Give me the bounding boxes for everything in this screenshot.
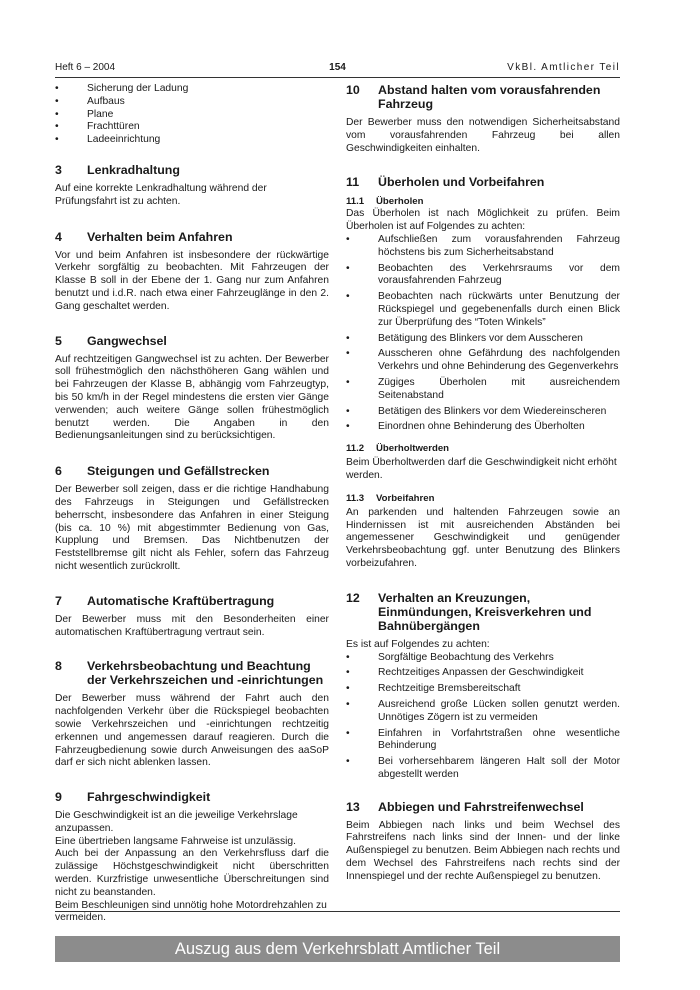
- section-heading: 9 Fahrgeschwindigkeit: [55, 790, 211, 805]
- section-body: Der Bewerber muss während der Fahrt auch den nachfolgenden Verkehr über die Rückspiegel beobachten sowie Verkehrszeichen und -einrichtungen rechtzeitig erkennen und angemessen darauf reagieren. Durch die Fahrzeugbedienung sowie durch Anweisungen des aaSoP darf er sich nicht ablenken lassen.: [55, 693, 329, 769]
- list-item: • Einfahren in Vorfahrtstraßen ohne wesentliche Behinderung: [346, 728, 620, 754]
- list-item: • Bei vorhersehbarem längeren Halt soll der Motor abgestellt werden: [346, 756, 620, 782]
- section-body: Der Bewerber muss mit den Besonderheiten einer automatischen Kraftübertragung vertraut sein.: [55, 613, 329, 638]
- list-item: • Sicherung der Ladung: [55, 83, 329, 96]
- section-heading: 3 Lenkradhaltung: [55, 162, 180, 177]
- list-item: • Sorgfältige Beobachtung des Verkehrs: [346, 652, 620, 665]
- section-body: Auch bei der Anpassung an den Verkehrsfluss darf die zulässige Höchstgeschwindigkeit nicht überschritten werden. Kurzfristige unwesentliche Überschreitungen sind nicht zu beanstanden.: [55, 848, 329, 898]
- section-heading: 6 Steigungen und Gefällstrecken: [55, 464, 270, 479]
- subsection-heading: 11.2 Überholtwerden: [346, 443, 450, 455]
- page-header: [55, 62, 620, 76]
- section-body: Die Geschwindigkeit ist an die jeweilige Verkehrslage anzupassen.: [55, 810, 298, 834]
- section-heading: 11 Überholen und Vorbeifahren: [346, 175, 545, 190]
- list-item: • Rechtzeitige Bremsbereitschaft: [346, 683, 620, 696]
- section-heading: 12 Verhalten an Kreuzungen, Einmündungen, Kreisverkehren und Bahnübergängen: [346, 590, 592, 633]
- section-body: Eine übertrieben langsame Fahrweise ist unzulässig.: [55, 835, 296, 847]
- section-body: Der Bewerber muss den notwendigen Sicherheitsabstand vom vorausfahrenden Fahrzeug bei allen Geschwindigkeiten einhalten.: [346, 117, 620, 154]
- header-divider: [55, 77, 620, 78]
- section-body: Auf eine korrekte Lenkradhaltung während der Prüfungsfahrt ist zu achten.: [55, 182, 267, 207]
- intersection-bullet-list: [346, 652, 620, 782]
- list-item: • Rechtzeitiges Anpassen der Geschwindigkeit: [346, 667, 620, 680]
- left-column: [55, 83, 329, 925]
- section-heading: 4 Verhalten beim Anfahren: [55, 229, 233, 244]
- section-body: Beim Abbiegen nach links und beim Wechsel des Fahrstreifens nach links sind der Innen- und der linke Außenspiegel zu benutzen. Beim Abbiegen nach rechts und dem Wechsel des Fahrstreifens nach rechts sind der Innenspiegel und der rechte Außenspiegel zu benutzen.: [346, 819, 620, 882]
- section-heading: 13 Abbiegen und Fahrstreifenwechsel: [346, 799, 584, 814]
- subsection-heading: 11.1 Überholen: [346, 196, 424, 208]
- list-item: • Frachttüren: [55, 121, 329, 134]
- overtaking-bullet-list: [346, 234, 620, 434]
- section-body: Das Überholen ist nach Möglichkeit zu prüfen. Beim Überholen ist auf Folgendes zu achten:: [346, 208, 620, 233]
- list-item: • Aufschließen zum vorausfahrenden Fahrzeug höchstens bis zum Sicherheitsabstand: [346, 234, 620, 260]
- list-item: • Aufbaus: [55, 96, 329, 109]
- footer-banner: Auszug aus dem Verkehrsblatt Amtlicher Teil: [55, 936, 620, 962]
- section-body: Der Bewerber soll zeigen, dass er die richtige Handhabung des Fahrzeugs in Steigungen und Gefällstrecken beherrscht, insbesondere das Anfahren in einer Steigung (bis ca. 10 %) mit abgestimmter Bedienung von Gas, Kupplung und Bremsen. Das Nichtbenutzen der Feststellbremse gilt nicht als Fehler, sofern das Fahrzeug nicht wesentlich zurückrollt.: [55, 484, 329, 572]
- section-body: An parkenden und haltenden Fahrzeugen sowie an Hindernissen ist mit ausreichenden Abständen bei angemessener Geschwindigkeit und genügender Verkehrsbeobachtung ggf. unter Benutzung des Blinkers vorbeizufahren.: [346, 506, 620, 569]
- list-item: • Ausreichend große Lücken sollen genutzt werden. Unnötiges Zögern ist zu vermeiden: [346, 699, 620, 725]
- list-item: • Ladeeinrichtung: [55, 134, 329, 147]
- section-body: Es ist auf Folgendes zu achten:: [346, 638, 490, 650]
- section-heading: 10 Abstand halten vom vorausfahrenden Fahrzeug: [346, 83, 601, 111]
- list-item: • Betätigung des Blinkers vor dem Ausscheren: [346, 333, 620, 346]
- section-heading: 7 Automatische Kraftübertragung: [55, 593, 275, 608]
- section-body: Auf rechtzeitigen Gangwechsel ist zu achten. Der Bewerber soll frühestmöglich den nächsthöheren Gang wählen und bei Fahrzeugen der Klasse B, abhängig vom Fahrzeugtyp, bis 50 km/h in der Regel mindestens die ersten vier Gänge verwenden; auch weitere Gänge sollen frühestmöglich benutzt werden. Die Angaben in den Bedienungsanleitungen sind zu berücksichtigen.: [55, 353, 329, 442]
- section-heading: 8 Verkehrsbeobachtung und Beachtung der Verkehrszeichen und -einrichtungen: [55, 659, 324, 688]
- list-item: • Einordnen ohne Behinderung des Überholten: [346, 421, 620, 434]
- list-item: • Zügiges Überholen mit ausreichendem Seitenabstand: [346, 377, 620, 403]
- list-item: • Betätigen des Blinkers vor dem Wiedereinscheren: [346, 406, 620, 419]
- issue-label: Heft 6 – 2004: [55, 62, 116, 73]
- section-body: Vor und beim Anfahren ist insbesondere der rückwärtige Verkehr sorgfältig zu beobachten. Mit Fahrzeugen der Klasse B soll in der Ebene der 1. Gang nur zum Anfahren benutzt und i.d.R. nach etwa einer Fahrzeuglänge in den 2. Gang geschaltet werden.: [55, 249, 329, 312]
- footer-divider: [55, 911, 620, 912]
- list-item: • Plane: [55, 109, 329, 122]
- section-heading: 5 Gangwechsel: [55, 333, 167, 348]
- right-column: [346, 83, 620, 884]
- subsection-heading: 11.3 Vorbeifahren: [346, 492, 435, 504]
- section-body: Beim Überholtwerden darf die Geschwindigkeit nicht erhöht werden.: [346, 457, 617, 481]
- list-item: • Beobachten des Verkehrsraums vor dem vorausfahrenden Fahrzeug: [346, 263, 620, 289]
- journal-name: VkBl. Amtlicher Teil: [507, 62, 620, 73]
- section-body: Beim Beschleunigen sind unnötig hohe Motordrehzahlen zu vermeiden.: [55, 899, 327, 924]
- top-bullet-list: [55, 83, 329, 147]
- list-item: • Beobachten nach rückwärts unter Benutzung der Rückspiegel und gegebenenfalls durch einen Blick zur Überprüfung des “Toten Winkels”: [346, 291, 620, 329]
- list-item: • Ausscheren ohne Gefährdung des nachfolgenden Verkehrs und ohne Behinderung des Gegenverkehrs: [346, 348, 620, 374]
- page-number: 154: [329, 62, 346, 73]
